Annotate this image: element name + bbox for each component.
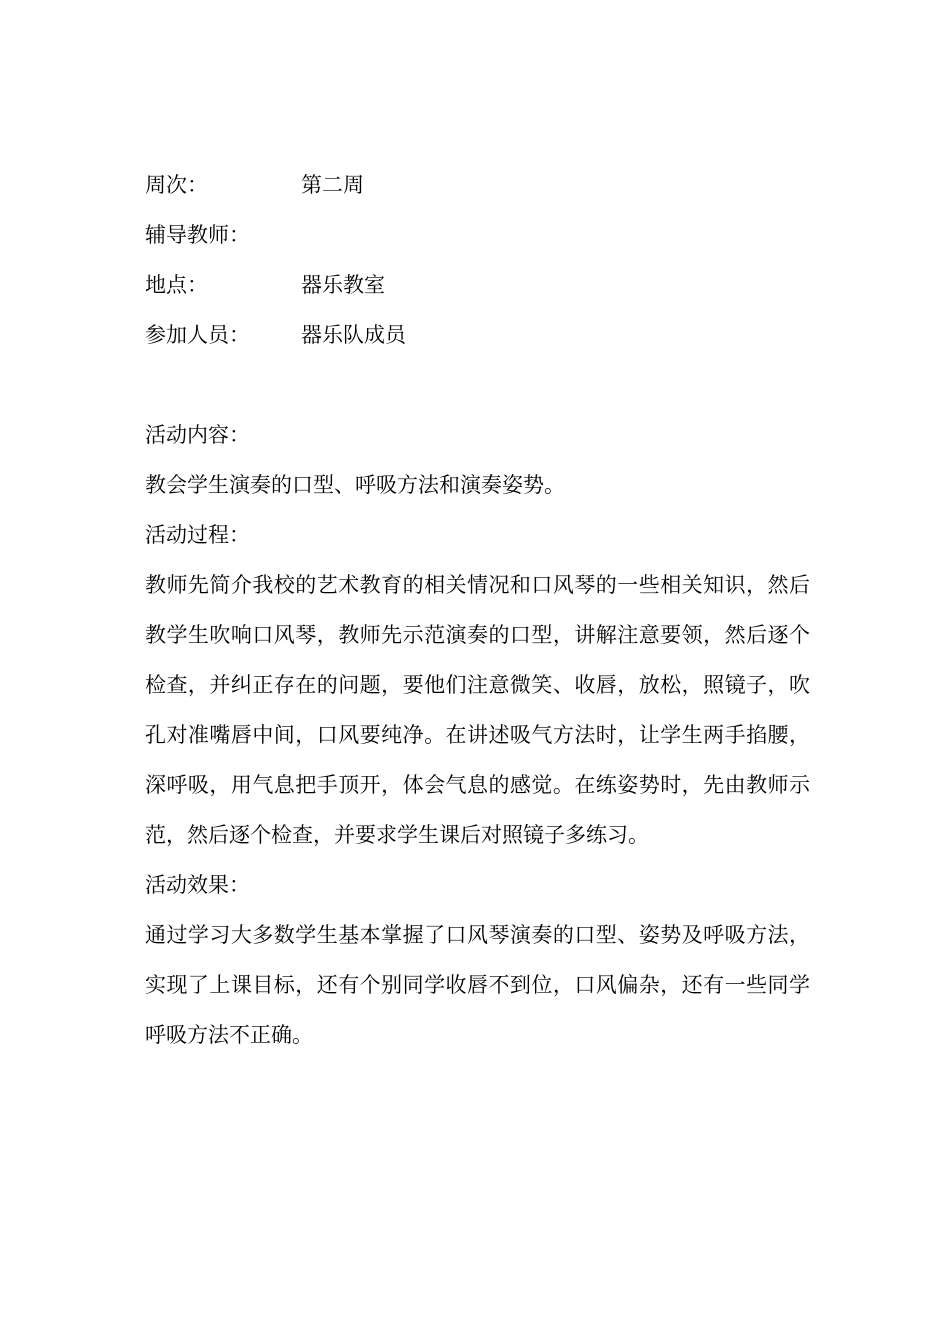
place-value: 器乐教室 [301, 273, 385, 297]
week-label: 周次： [145, 173, 208, 197]
week-value: 第二周 [301, 173, 364, 197]
place-label: 地点： [145, 273, 208, 297]
effect-heading: 活动效果： [145, 873, 250, 897]
participants-value: 器乐队成员 [301, 323, 406, 347]
participants-label: 参加人员： [145, 323, 250, 347]
content-text: 教会学生演奏的口型、呼吸方法和演奏姿势。 [145, 473, 565, 497]
teacher-label: 辅导教师： [145, 223, 250, 247]
process-text: 教师先简介我校的艺术教育的相关情况和口风琴的一些相关知识，然后教学生吹响口风琴，教师先示范演奏的口型，讲解注意要领，然后逐个检查，并纠正存在的问题，要他们注意微笑、收唇，放松，照镜子，吹孔对准嘴唇中间，口风要纯净。在讲述吸气方法时，让学生两手掐腰，深呼吸，用气息把手顶开，体会气息的感觉。在练姿势时，先由教师示范，然后逐个检查，并要求学生课后对照镜子多练习。 [145, 573, 810, 847]
effect-text: 通过学习大多数学生基本掌握了口风琴演奏的口型、姿势及呼吸方法，实现了上课目标，还有个别同学收唇不到位，口风偏杂，还有一些同学呼吸方法不正确。 [145, 923, 810, 1047]
process-heading: 活动过程： [145, 523, 250, 547]
content-heading: 活动内容： [145, 423, 250, 447]
